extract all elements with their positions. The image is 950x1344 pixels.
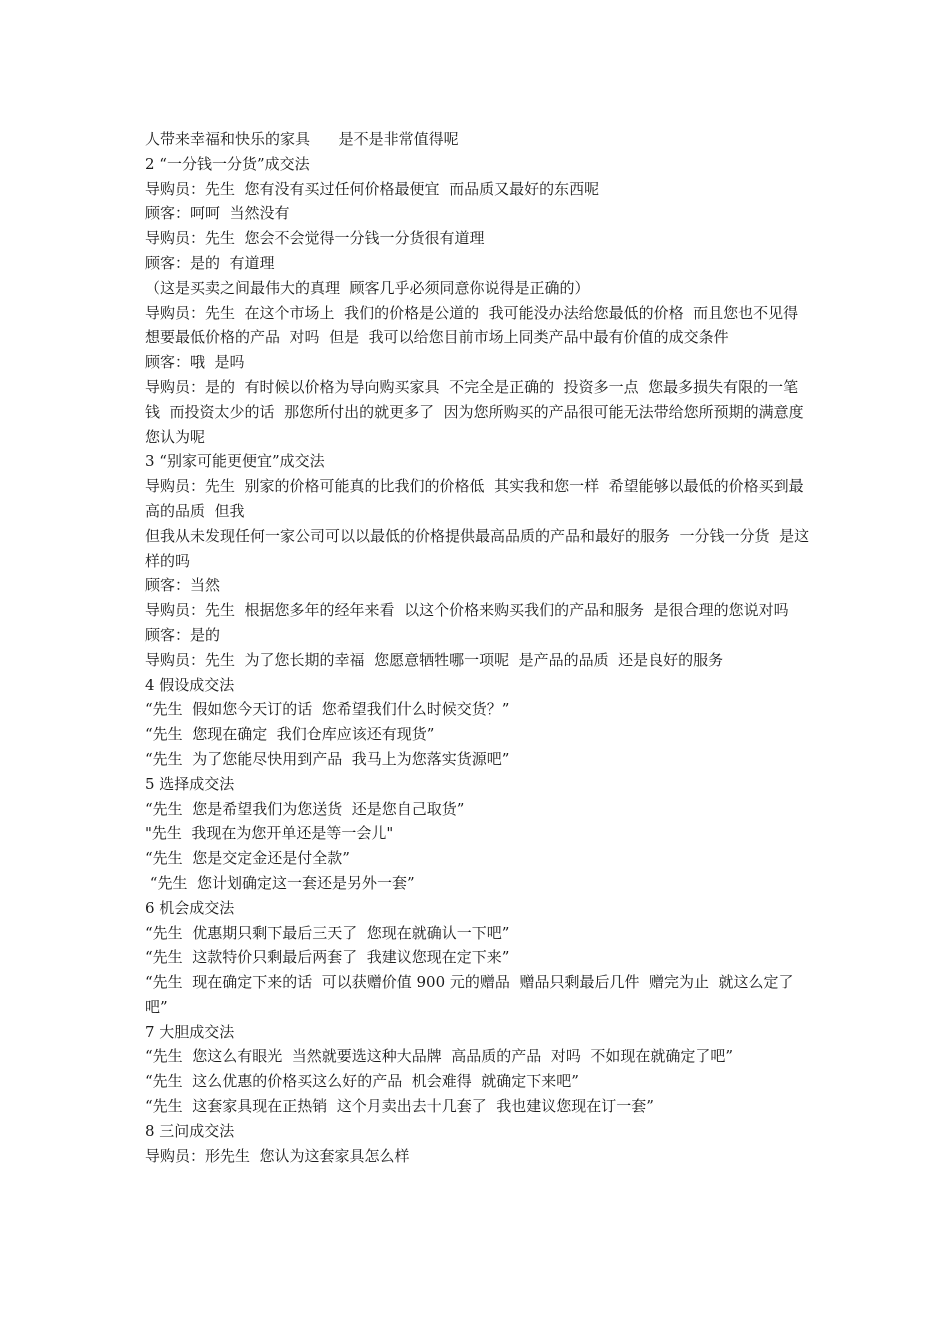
text-line: “先生 这么优惠的价格买这么好的产品 机会难得 就确定下来吧”	[145, 1072, 579, 1091]
text-line: 7 大胆成交法	[145, 1022, 235, 1041]
document-body	[145, 127, 814, 1168]
text-line: 8 三问成交法	[145, 1121, 235, 1140]
text-line: “先生 这套家具现在正热销 这个月卖出去十几套了 我也建议您现在订一套”	[145, 1097, 654, 1116]
text-line: 导购员：先生 您有没有买过任何价格最便宜 而品质又最好的东西呢	[145, 179, 600, 198]
text-line: “先生 您这么有眼光 当然就要选这种大品牌 高品质的产品 对吗 不如现在就确定了吧”	[145, 1047, 734, 1066]
text-line: 导购员：先生 您会不会觉得一分钱一分货很有道理	[145, 229, 485, 248]
text-line: 顾客：是的	[145, 625, 221, 644]
text-line: 顾客：当然	[145, 576, 221, 595]
text-line: 导购员：先生 在这个市场上 我们的价格是公道的 我可能没办法给您最低的价格 而且您也不见得想要最低价格的产品 对吗 但是 我可以给您目前市场上同类产品中最有价值的成交条件	[145, 303, 799, 347]
text-line: 顾客：呵呵 当然没有	[145, 204, 290, 223]
text-line: “先生 您是交定金还是付全款”	[145, 849, 350, 868]
text-line: 6 机会成交法	[145, 898, 235, 917]
text-line: “先生 为了您能尽快用到产品 我马上为您落实货源吧”	[145, 749, 510, 768]
text-line: "先生 我现在为您开单还是等一会儿"	[145, 824, 394, 843]
text-line: 人带来幸福和快乐的家具 是不是非常值得呢	[145, 130, 459, 148]
text-line: “先生 您计划确定这一套还是另外一套”	[145, 873, 415, 892]
text-line: 5 选择成交法	[145, 774, 235, 793]
text-line: “先生 优惠期只剩下最后三天了 您现在就确认一下吧”	[145, 923, 510, 942]
text-line: 2 “一分钱一分货”成交法	[145, 154, 310, 173]
text-line: 导购员：形先生 您认为这套家具怎么样	[145, 1146, 410, 1165]
text-line: 顾客：是的 有道理	[145, 253, 275, 272]
text-line: “先生 现在确定下来的话 可以获赠价值 900 元的赠品 赠品只剩最后几件 赠完为止 就这么定了吧”	[145, 973, 794, 1016]
text-line: 导购员：先生 别家的价格可能真的比我们的价格低 其实我和您一样 希望能够以最低的价格买到最高的品质 但我	[145, 477, 804, 520]
text-line: “先生 您是希望我们为您送货 还是您自己取货”	[145, 799, 465, 818]
text-line: “先生 这款特价只剩最后两套了 我建议您现在定下来”	[145, 948, 510, 967]
text-line: 导购员：是的 有时候以价格为导向购买家具 不完全是正确的 投资多一点 您最多损失有限的一笔钱 而投资太少的话 那您所付出的就更多了 因为您所购买的产品很可能无法带给您所预期的满意度 您认为呢	[145, 377, 814, 446]
text-line: 导购员：先生 根据您多年的经年来看 以这个价格来购买我们的产品和服务 是很合理的您说对吗	[145, 601, 789, 620]
text-line: “先生 假如您今天订的话 您希望我们什么时候交货？”	[145, 700, 510, 719]
text-line: 4 假设成交法	[145, 675, 235, 694]
text-line: （这是买卖之间最伟大的真理 顾客几乎必须同意你说得是正确的）	[145, 278, 590, 297]
text-line: 但我从未发现任何一家公司可以以最低的价格提供最高品质的产品和最好的服务 一分钱一分货 是这样的吗	[145, 526, 810, 570]
text-line: 顾客：哦 是吗	[145, 353, 245, 372]
text-line: 导购员：先生 为了您长期的幸福 您愿意牺牲哪一项呢 是产品的品质 还是良好的服务	[145, 650, 724, 669]
text-line: “先生 您现在确定 我们仓库应该还有现货”	[145, 725, 435, 744]
text-line: 3 “别家可能更便宜”成交法	[145, 452, 325, 471]
